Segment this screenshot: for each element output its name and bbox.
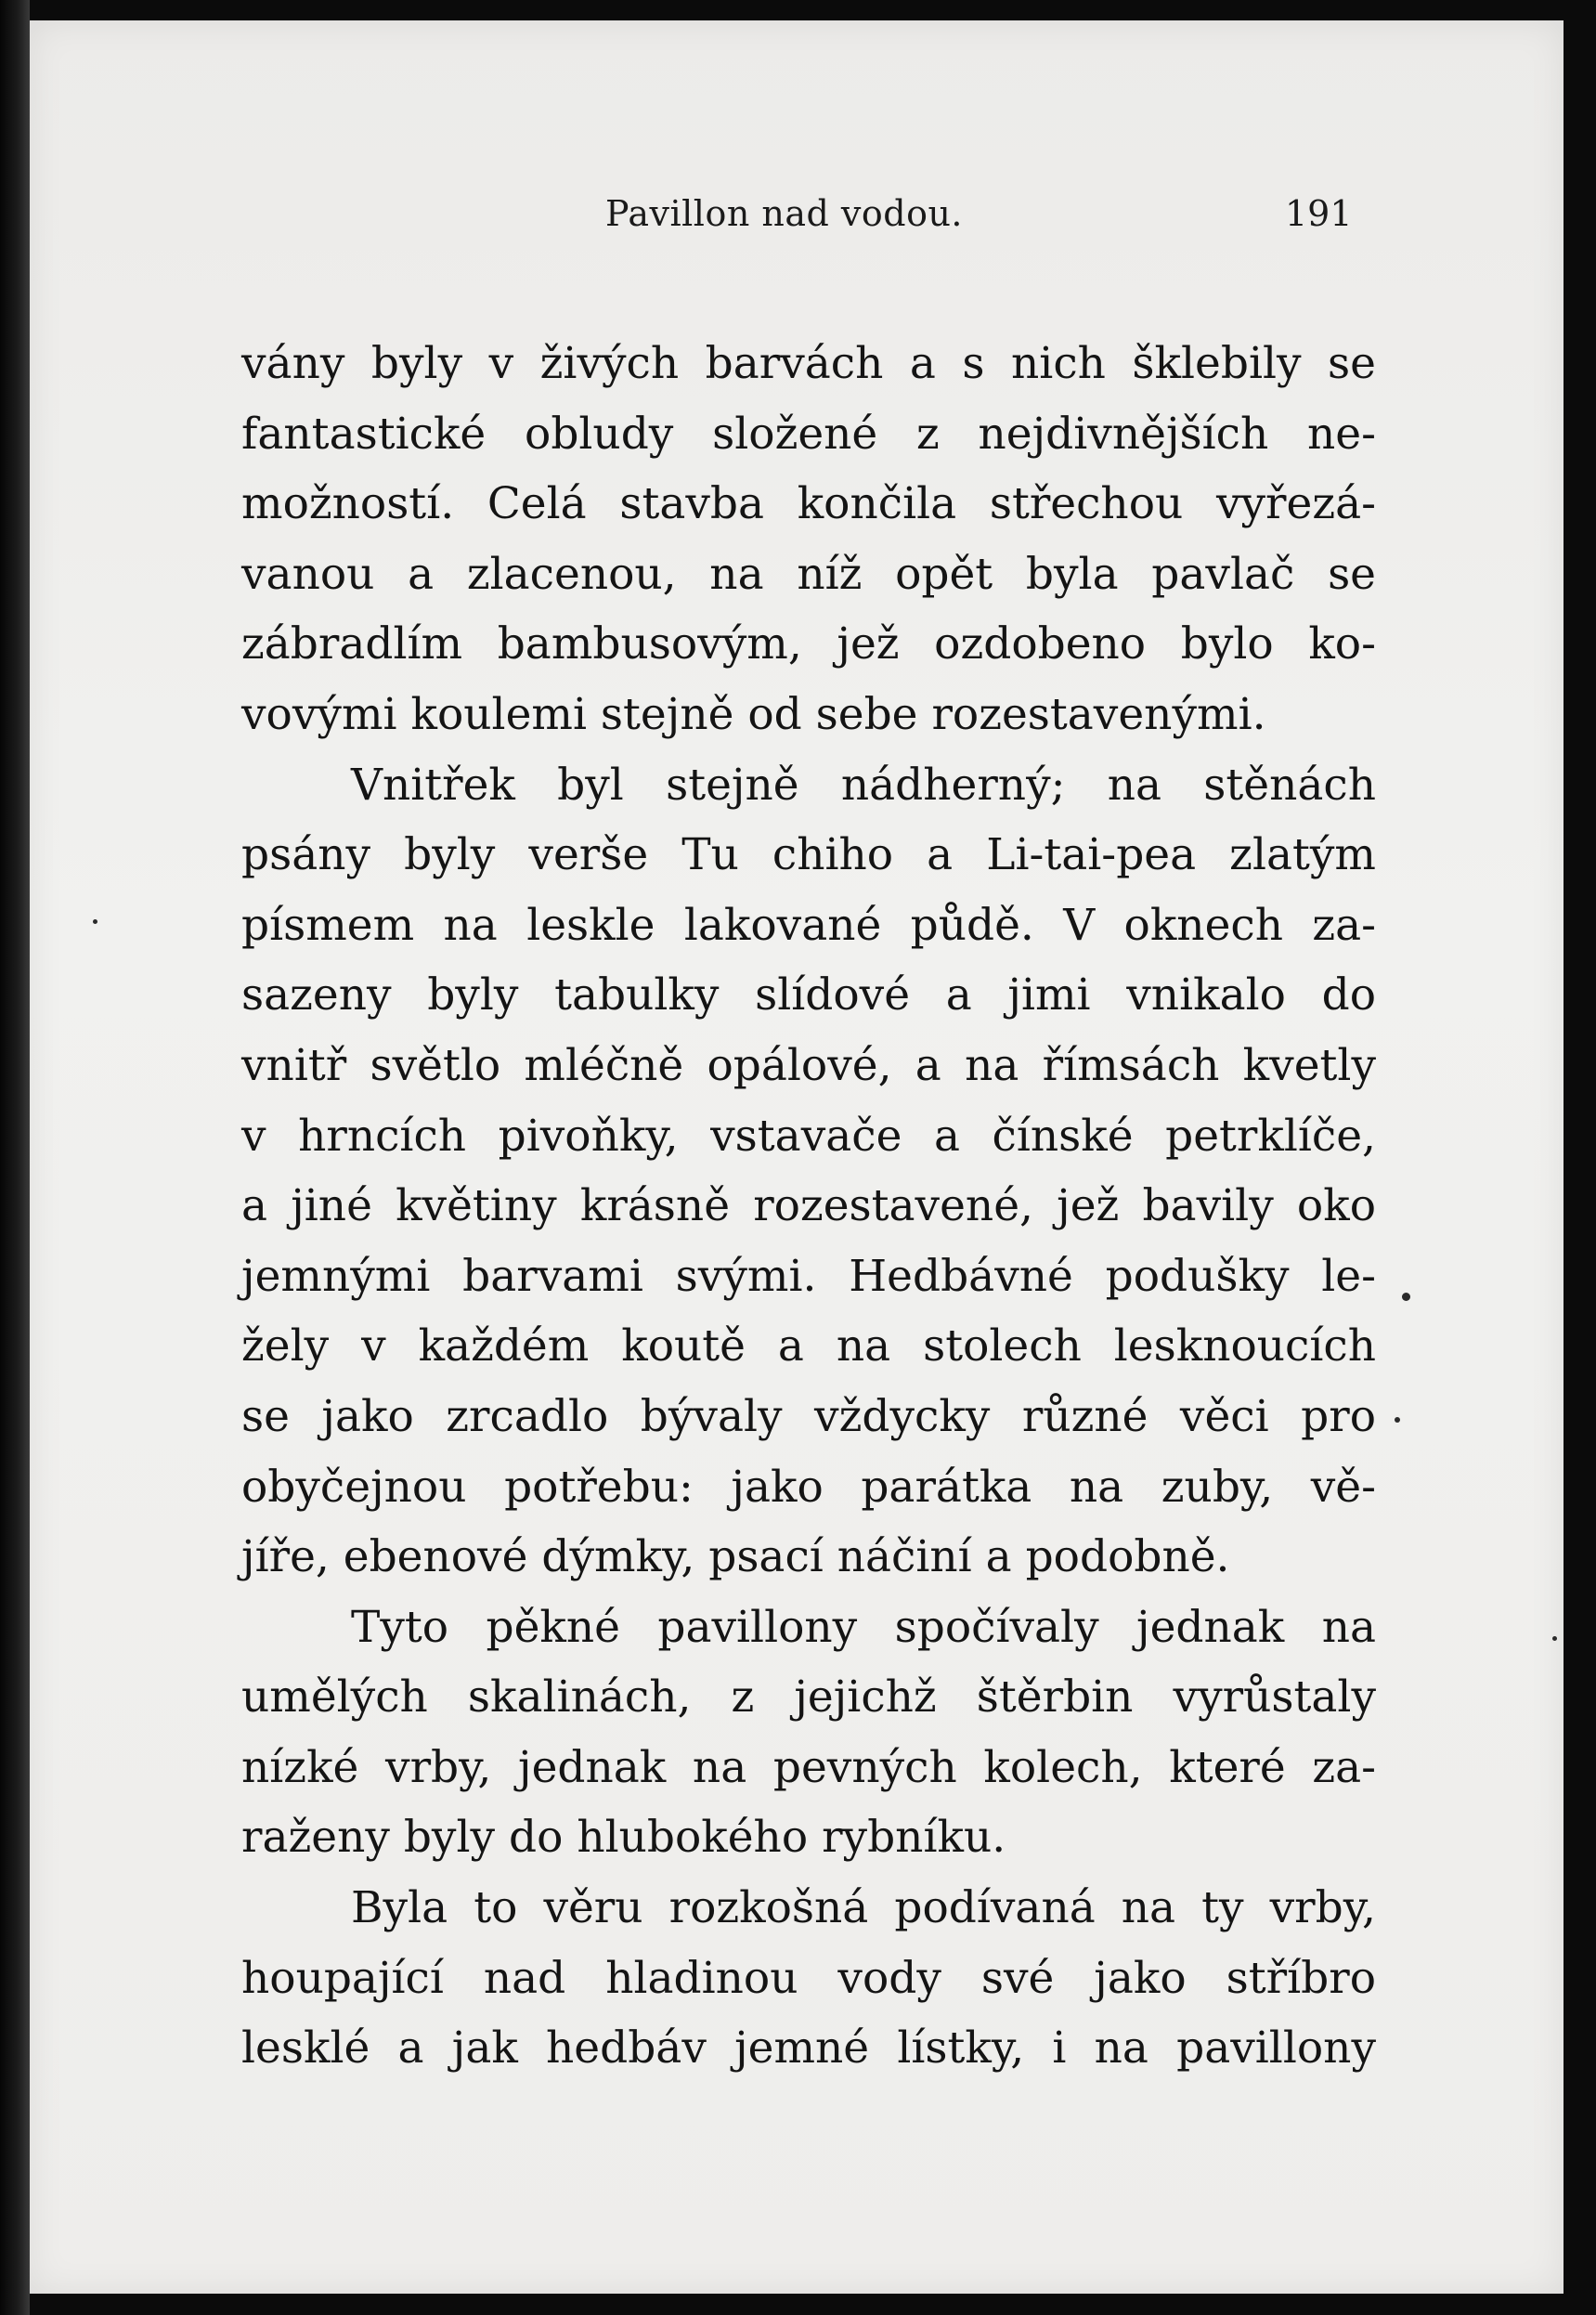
book-page	[30, 20, 1564, 2294]
text-line: se jako zrcadlo bývaly vždycky různé věci pro	[241, 1390, 1376, 1442]
text-line: sazeny byly tabulky slídové a jimi vnikalo do	[241, 969, 1376, 1021]
running-title: Pavillon nad vodou.	[605, 193, 964, 234]
text-line: Tyto pěkné pavillony spočívaly jednak na	[351, 1601, 1376, 1653]
text-line: vnitř světlo mléčně opálové, a na římsách kvetly	[241, 1039, 1376, 1091]
text-line: obyčejnou potřebu: jako parátka na zuby, vě-	[241, 1461, 1376, 1513]
text-line: zábradlím bambusovým, jež ozdobeno bylo ko-	[241, 618, 1376, 670]
paper-speck	[1402, 1293, 1410, 1301]
text-line: žely v každém koutě a na stolech lesknoucích	[241, 1320, 1376, 1372]
text-line: v hrncích pivoňky, vstavače a čínské petrklíče,	[241, 1110, 1376, 1162]
text-line: možností. Celá stavba končila střechou vyřezá-	[241, 478, 1376, 530]
text-line: a jiné květiny krásně rozestavené, jež bavily oko	[241, 1180, 1376, 1232]
text-line: houpající nad hladinou vody své jako stříbro	[241, 1952, 1376, 2004]
text-line: nízké vrby, jednak na pevných kolech, které za-	[241, 1741, 1376, 1793]
text-line: vány byly v živých barvách a s nich šklebily se	[241, 338, 1376, 389]
paper-speck	[93, 919, 97, 924]
text-line: lesklé a jak hedbáv jemné lístky, i na pavillony	[241, 2022, 1376, 2074]
page-header	[30, 193, 1564, 249]
text-line: fantastické obludy složené z nejdivnějších ne-	[241, 408, 1376, 460]
text-line: vanou a zlacenou, na níž opět byla pavlač se	[241, 548, 1376, 600]
text-line: umělých skalinách, z jejichž štěrbin vyrůstaly	[241, 1671, 1376, 1723]
text-line: jíře, ebenové dýmky, psací náčiní a podobně.	[241, 1531, 1230, 1583]
text-line: písmem na leskle lakované půdě. V oknech za-	[241, 899, 1376, 951]
text-line: psány byly verše Tu chiho a Li-tai-pea zlatým	[241, 829, 1376, 881]
body-text	[241, 329, 1376, 2084]
text-line: Byla to věru rozkošná podívaná na ty vrby,	[351, 1882, 1376, 1934]
text-line: Vnitřek byl stejně nádherný; na stěnách	[351, 759, 1376, 811]
paper-speck	[1552, 1636, 1557, 1641]
page-number: 191	[1285, 193, 1353, 234]
text-line: vovými koulemi stejně od sebe rozestavenými.	[241, 688, 1266, 740]
book-spine-edge	[0, 0, 30, 2315]
text-line: jemnými barvami svými. Hedbávné podušky le-	[241, 1250, 1376, 1302]
paper-speck	[1395, 1417, 1400, 1423]
text-line: raženy byly do hlubokého rybníku.	[241, 1812, 1006, 1864]
